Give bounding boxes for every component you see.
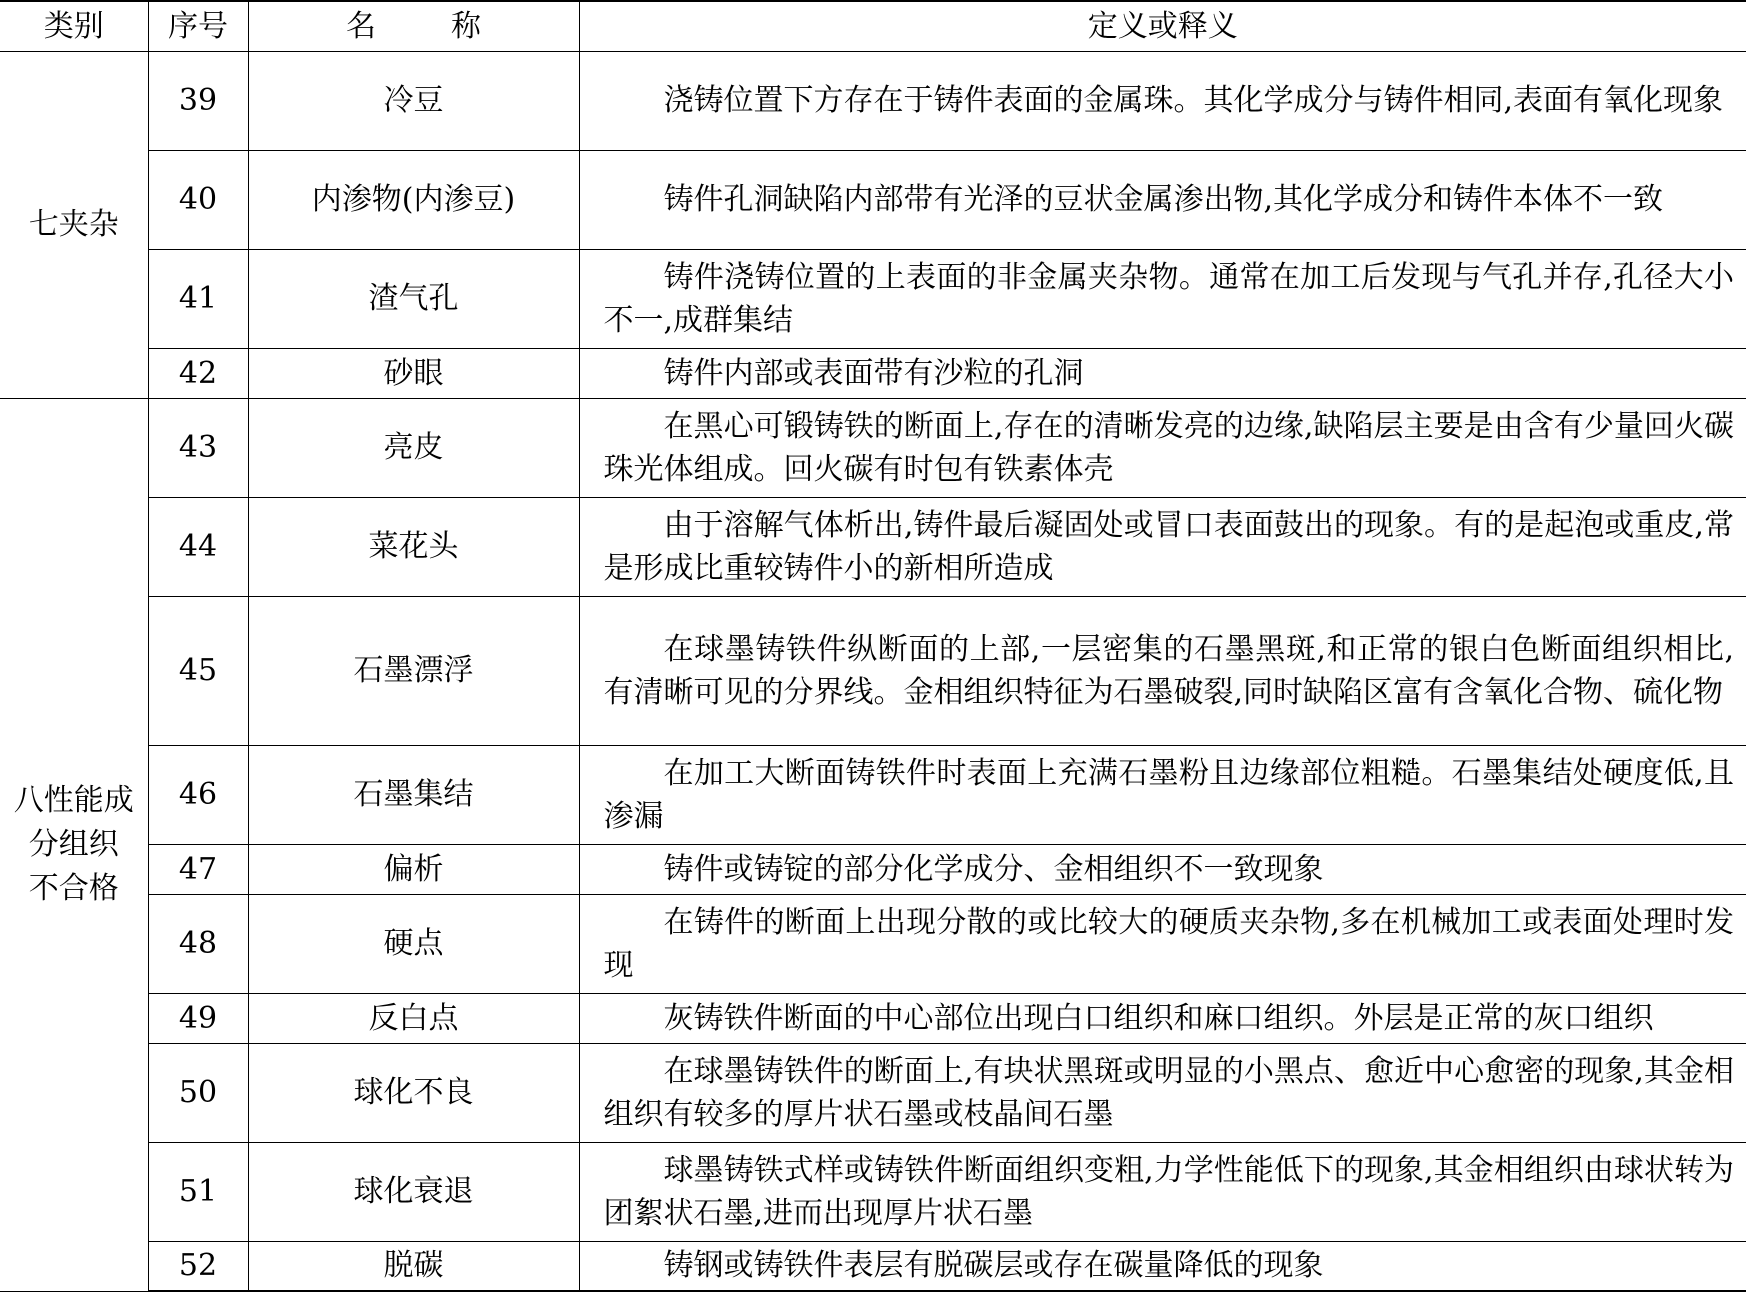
table-row — [0, 844, 1746, 894]
defect-definition: 浇铸位置下方存在于铸件表面的金属珠。其化学成分与铸件相同,表面有氧化现象 — [579, 51, 1746, 150]
defect-definition: 由于溶解气体析出,铸件最后凝固处或冒口表面鼓出的现象。有的是起泡或重皮,常是形成比重较铸件小的新相所造成 — [579, 497, 1746, 596]
table-row — [0, 894, 1746, 993]
category-property-line-1: 八性能成 — [13, 782, 134, 818]
defect-name: 球化衰退 — [248, 1142, 579, 1241]
table-row — [0, 249, 1746, 348]
header-category: 类别 — [0, 1, 148, 51]
defect-definition: 在加工大断面铸铁件时表面上充满石墨粉且边缘部位粗糙。石墨集结处硬度低,且渗漏 — [579, 745, 1746, 844]
category-property — [0, 398, 148, 1291]
row-number: 48 — [148, 894, 248, 993]
header-name-part-a: 名 — [346, 8, 376, 44]
row-number: 42 — [148, 348, 248, 398]
header-number: 序号 — [148, 1, 248, 51]
table-row — [0, 745, 1746, 844]
defect-name: 亮皮 — [248, 398, 579, 497]
row-number: 40 — [148, 150, 248, 249]
table-row — [0, 497, 1746, 596]
header-name-part-b: 称 — [451, 8, 481, 44]
row-number: 52 — [148, 1241, 248, 1291]
defect-definition: 铸件浇铸位置的上表面的非金属夹杂物。通常在加工后发现与气孔并存,孔径大小不一,成群集结 — [579, 249, 1746, 348]
table-row — [0, 398, 1746, 497]
defect-name: 渣气孔 — [248, 249, 579, 348]
defect-name: 冷豆 — [248, 51, 579, 150]
table-row — [0, 150, 1746, 249]
row-number: 51 — [148, 1142, 248, 1241]
category-inclusion: 七夹杂 — [0, 51, 148, 398]
header-row — [0, 1, 1746, 51]
row-number: 45 — [148, 596, 248, 745]
defect-definition: 铸件内部或表面带有沙粒的孔洞 — [579, 348, 1746, 398]
defect-name: 脱碳 — [248, 1241, 579, 1291]
row-number: 47 — [148, 844, 248, 894]
category-property-line-2: 分组织 — [28, 826, 119, 862]
row-number: 43 — [148, 398, 248, 497]
table-row — [0, 1043, 1746, 1142]
defect-definition: 球墨铸铁式样或铸铁件断面组织变粗,力学性能低下的现象,其金相组织由球状转为团絮状石墨,进而出现厚片状石墨 — [579, 1142, 1746, 1241]
defect-definition: 在球墨铸铁件纵断面的上部,一层密集的石墨黑斑,和正常的银白色断面组织相比,有清晰可见的分界线。金相组织特征为石墨破裂,同时缺陷区富有含氧化合物、硫化物 — [579, 596, 1746, 745]
defect-name: 偏析 — [248, 844, 579, 894]
row-number: 46 — [148, 745, 248, 844]
defect-name: 石墨集结 — [248, 745, 579, 844]
table-row — [0, 1142, 1746, 1241]
row-number: 44 — [148, 497, 248, 596]
defect-name: 石墨漂浮 — [248, 596, 579, 745]
defect-name: 硬点 — [248, 894, 579, 993]
header-name — [248, 1, 579, 51]
table-row — [0, 596, 1746, 745]
defect-name: 菜花头 — [248, 497, 579, 596]
defect-name: 反白点 — [248, 993, 579, 1043]
row-number: 50 — [148, 1043, 248, 1142]
defect-definition: 在黑心可锻铸铁的断面上,存在的清晰发亮的边缘,缺陷层主要是由含有少量回火碳珠光体组成。回火碳有时包有铁素体壳 — [579, 398, 1746, 497]
defect-definition: 灰铸铁件断面的中心部位出现白口组织和麻口组织。外层是正常的灰口组织 — [579, 993, 1746, 1043]
table-row — [0, 993, 1746, 1043]
category-property-line-3: 不合格 — [28, 870, 119, 906]
defect-name: 球化不良 — [248, 1043, 579, 1142]
defect-definition: 铸件或铸锭的部分化学成分、金相组织不一致现象 — [579, 844, 1746, 894]
header-definition: 定义或释义 — [579, 1, 1746, 51]
row-number: 41 — [148, 249, 248, 348]
table-row — [0, 348, 1746, 398]
table-row — [0, 1241, 1746, 1291]
defect-definition: 在球墨铸铁件的断面上,有块状黑斑或明显的小黑点、愈近中心愈密的现象,其金相组织有较多的厚片状石墨或枝晶间石墨 — [579, 1043, 1746, 1142]
defect-name: 内渗物(内渗豆) — [248, 150, 579, 249]
row-number: 39 — [148, 51, 248, 150]
defect-definition: 铸钢或铸铁件表层有脱碳层或存在碳量降低的现象 — [579, 1241, 1746, 1291]
defect-definition: 铸件孔洞缺陷内部带有光泽的豆状金属渗出物,其化学成分和铸件本体不一致 — [579, 150, 1746, 249]
defect-name: 砂眼 — [248, 348, 579, 398]
row-number: 49 — [148, 993, 248, 1043]
table-row — [0, 51, 1746, 150]
defect-definition: 在铸件的断面上出现分散的或比较大的硬质夹杂物,多在机械加工或表面处理时发现 — [579, 894, 1746, 993]
